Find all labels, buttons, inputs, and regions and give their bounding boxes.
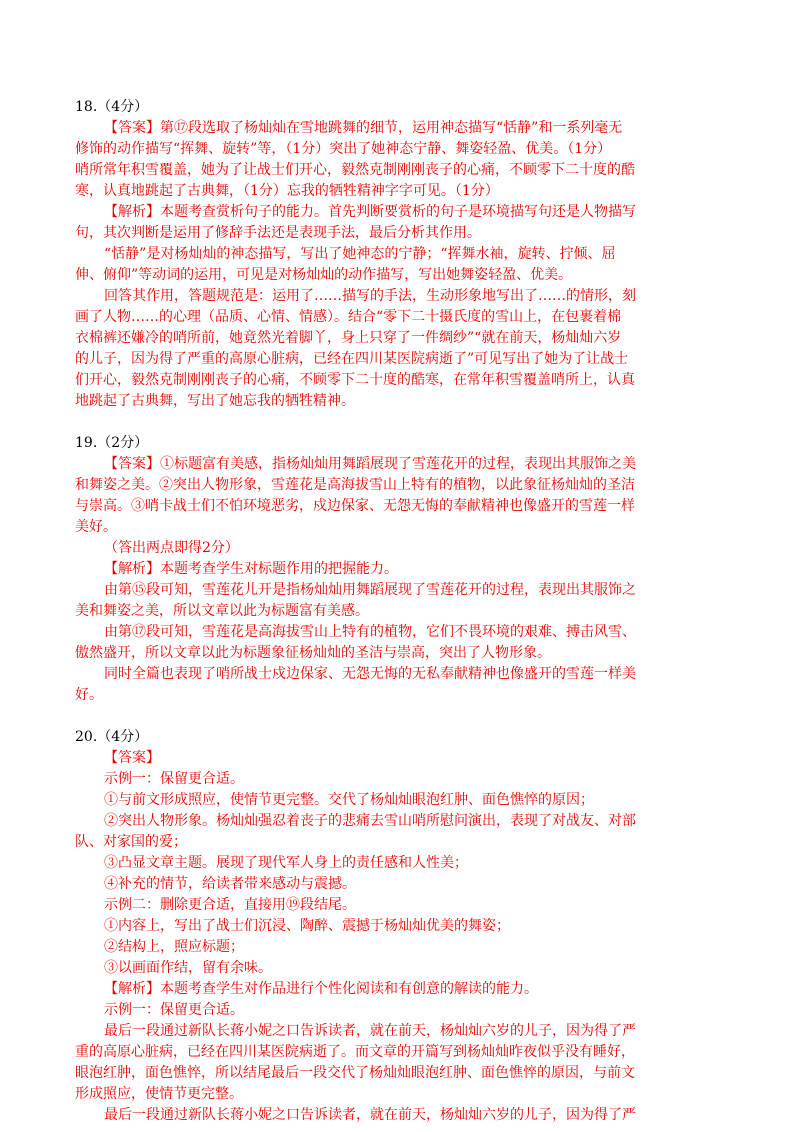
q18-analysis-line: 衣棉裤还嫌冷的哨所前，她竟然光着脚丫，身上只穿了一件绸纱”“就在前天，杨灿灿六岁 — [75, 330, 622, 346]
q19-analysis-line: 同时全篇也表现了哨所战士戍边保家、无怨无悔的无私奉献精神也像盛开的雪莲一样美 — [104, 666, 636, 682]
q18-analysis-line: 句，其次判断是运用了修辞手法还是表现手法，最后分析其作用。 — [75, 225, 481, 241]
q20-analysis-line: 最后一段通过新队长蒋小妮之口告诉读者，就在前天，杨灿灿六岁的儿子，因为得了严 — [104, 1023, 636, 1039]
q18-analysis-line: 【解析】本题考查赏析句子的能力。首先判断要赏析的句子是环境描写句还是人物描写 — [104, 204, 636, 220]
q18-analysis-line: 画了人物……的心理（品质、心情、情感）。结合“零下二十摄氏度的雪山上，在包裹着棉 — [75, 309, 622, 325]
q20-analysis-line: 眼泡红肿，面色憔悴，所以结尾最后一段交代了杨灿灿眼泡红肿、面色憔悴的原因，与前文 — [75, 1065, 635, 1081]
q19-analysis-line: 傲然盛开，所以文章以此为标题象征杨灿灿的圣洁与崇高，突出了人物形象。 — [75, 645, 551, 661]
q20-answer-line: ③凸显文章主题。展现了现代军人身上的责任感和人性美； — [104, 855, 468, 871]
q19-answer-line: 与崇高。③哨卡战士们不怕环境恶劣，戍边保家、无怨无悔的奉献精神也像盛开的雪莲一样 — [75, 498, 635, 514]
q18-analysis-line: 回答其作用，答题规范是：运用了……描写的手法，生动形象地写出了……的情形，刻 — [104, 288, 636, 304]
q18-analysis-line: “恬静”是对杨灿灿的神态描写，写出了她神态的宁静；“挥舞水袖，旋转、拧倾、屈 — [104, 246, 616, 262]
q19-heading: 19.（2分） — [75, 435, 149, 451]
q18-answer-line: 【答案】第⑰段选取了杨灿灿在雪地跳舞的细节，运用神态描写“恬静”和一系列毫无 — [104, 120, 623, 136]
q20-analysis-line: 示例一：保留更合适。 — [104, 1002, 244, 1018]
q20-answer-line: 队、对家国的爱； — [75, 834, 187, 850]
q18-analysis-line: 们开心，毅然克制刚刚丧子的心痛，不顾零下二十度的酷寒，在常年积雪覆盖哨所上，认真 — [75, 372, 635, 388]
q19-analysis-line: 由第⑮段可知，雪莲花儿开是指杨灿灿用舞蹈展现了雪莲花开的过程，表现出其服饰之 — [104, 582, 636, 598]
q18-analysis-line: 的儿子，因为得了严重的高原心脏病，已经在四川某医院病逝了”可见写出了她为了让战士 — [75, 351, 629, 367]
q20-heading: 20.（4分） — [75, 729, 149, 745]
q19-scoring-note: （答出两点即得2分） — [104, 540, 239, 556]
q20-answer-line: 示例二：删除更合适，直接用⑲段结尾。 — [104, 897, 356, 913]
q20-answer-line: ②结构上，照应标题； — [104, 939, 244, 955]
q20-answer-line: 示例一：保留更合适。 — [104, 771, 244, 787]
q20-analysis-line: 最后一段通过新队长蒋小妮之口告诉读者，就在前天，杨灿灿六岁的儿子，因为得了严 — [104, 1107, 636, 1123]
q20-analysis-line: 【解析】本题考查学生对作品进行个性化阅读和有创意的解读的能力。 — [104, 981, 538, 997]
q20-answer-line: ②突出人物形象。杨灿灿强忍着丧子的悲痛去雪山哨所慰问演出，表现了对战友、对部 — [104, 813, 636, 829]
q18-answer-line: 寒，认真地跳起了古典舞，（1分）忘我的牺牲精神字字可见。（1分） — [75, 183, 499, 199]
q18-analysis-line: 伸、俯仰”等动词的运用，可见是对杨灿灿的动作描写，写出她舞姿轻盈、优美。 — [75, 267, 573, 283]
q19-analysis-line: 【解析】本题考查学生对标题作用的把握能力。 — [104, 561, 398, 577]
q19-analysis-line: 由第⑰段可知，雪莲花是高海拔雪山上特有的植物，它们不畏环境的艰难、搏击风雪、 — [104, 624, 636, 640]
q20-answer-label: 【答案】 — [104, 750, 160, 766]
q19-answer-line: 美好。 — [75, 519, 117, 535]
q19-answer-line: 【答案】①标题富有美感，指杨灿灿用舞蹈展现了雪莲花开的过程，表现出其服饰之美 — [104, 456, 636, 472]
q20-analysis-line: 重的高原心脏病，已经在四川某医院病逝了。而文章的开篇写到杨灿灿昨夜似乎没有睡好， — [75, 1044, 635, 1060]
q18-analysis-line: 地跳起了古典舞，写出了她忘我的牺牲精神。 — [75, 393, 355, 409]
q18-heading: 18.（4分） — [75, 99, 149, 115]
q19-answer-line: 和舞姿之美。②突出人物形象，雪莲花是高海拔雪山上特有的植物，以此象征杨灿灿的圣洁 — [75, 477, 635, 493]
q18-answer-line: 修饰的动作描写“挥舞、旋转”等，（1分）突出了她神态宁静、舞姿轻盈、优美。（1分） — [75, 141, 612, 157]
q19-analysis-line: 好。 — [75, 687, 103, 703]
q20-answer-line: ④补充的情节，给读者带来感动与震撼。 — [104, 876, 356, 892]
q19-analysis-line: 美和舞姿之美，所以文章以此为标题富有美感。 — [75, 603, 369, 619]
q20-answer-line: ③以画面作结，留有余味。 — [104, 960, 272, 976]
q20-analysis-line: 形成照应，使情节更完整。 — [75, 1086, 243, 1102]
q20-answer-line: ①内容上，写出了战士们沉浸、陶醉、震撼于杨灿灿优美的舞姿； — [104, 918, 510, 934]
q20-answer-line: ①与前文形成照应，使情节更完整。交代了杨灿灿眼泡红肿、面色憔悴的原因； — [104, 792, 594, 808]
q18-answer-line: 哨所常年积雪覆盖，她为了让战士们开心，毅然克制刚刚丧子的心痛，不顾零下二十度的酷 — [75, 162, 635, 178]
